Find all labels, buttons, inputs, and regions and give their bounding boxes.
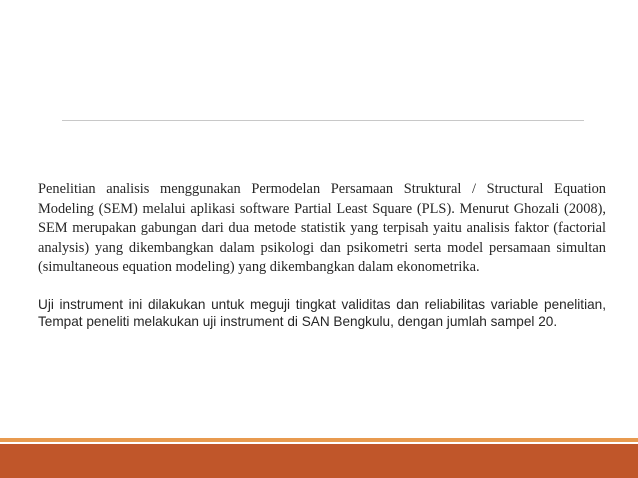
title-divider-line (62, 120, 584, 121)
footer-accent-bar (0, 444, 638, 478)
paragraph-sem-description: Penelitian analisis menggunakan Permodelan Persamaan Struktural / Structural Equation Modeling (SEM) melalui aplikasi software Partial Least Square (PLS). Menurut Ghozali (2008), SEM merupakan gabungan dari dua metode statistik yang terpisah yaitu analisis faktor (factorial analysis) yang dikembangkan dalam psikologi dan psikometri serta model persamaan simultan (simultaneous equation modeling) yang dikembangkan dalam ekonometrika. (38, 181, 606, 276)
body-text-block (38, 180, 606, 330)
paragraph-instrument-test: Uji instrument ini dilakukan untuk meguji tingkat validitas dan reliabilitas variable penelitian, Tempat peneliti melakukan uji instrument di SAN Bengkulu, dengan jumlah sampel 20. (38, 296, 606, 330)
footer-accent-line (0, 438, 638, 442)
